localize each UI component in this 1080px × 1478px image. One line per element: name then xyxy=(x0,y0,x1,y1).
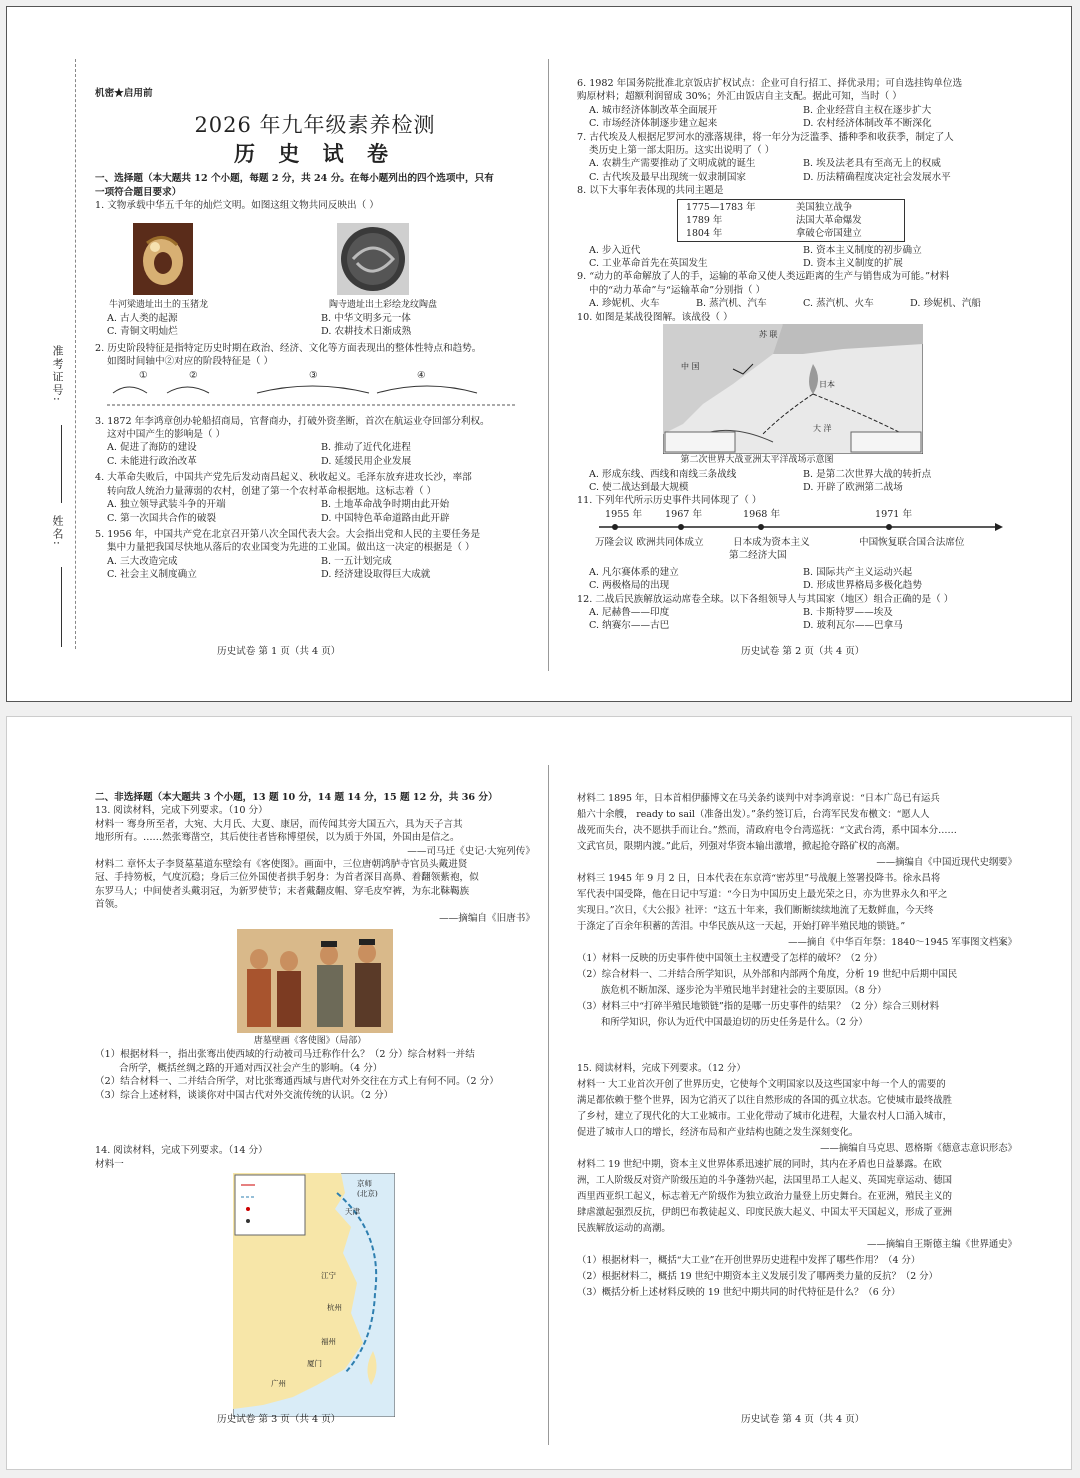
question-3: 3. 1872 年李鸿章创办轮船招商局，官督商办，打破外资垄断，首次在航运业夺回部分利权。 xyxy=(95,415,490,427)
q10-option-c: C. 使二战达到最大规模 xyxy=(589,481,689,493)
map-label-tianjin: 天津 xyxy=(345,1206,360,1216)
q13-requirement-1: （1）根据材料一，指出张骞出使西域的行动被司马迁称作什么？（2 分）综合材料一并结 xyxy=(95,1049,475,1061)
q6-options-row-2 xyxy=(577,117,1017,130)
q6-option-b: B. 企业经营自主权在逐步扩大 xyxy=(803,104,932,116)
q7-options-row-1 xyxy=(577,157,1017,170)
page-divider xyxy=(548,59,549,671)
question-8: 8. 以下大事年表体现的共同主题是 xyxy=(577,185,724,197)
q5-option-a: A. 三大改造完成 xyxy=(107,555,178,567)
q8-table-row xyxy=(686,214,896,227)
question-3-cont: 这对中国产生的影响是（ ） xyxy=(107,429,226,441)
q11-year: 1967 年 xyxy=(665,508,703,520)
question-2-cont: 如图时间轴中②对应的阶段特征是（ ） xyxy=(107,356,274,368)
q11-timeline xyxy=(577,508,1017,566)
section-2-heading: 二、非选择题（本大题共 3 个小题，13 题 10 分，14 题 14 分，15 题 12 分，共 36 分） xyxy=(95,792,498,803)
q15-material-2-source: ——摘编自王斯德主编《世界通史》 xyxy=(866,1239,1017,1250)
question-5: 5. 1956 年，中国共产党在北京召开第八次全国代表大会。大会指出党和人民的主要任务是 xyxy=(95,528,481,540)
q11-option-b: B. 国际共产主义运动兴起 xyxy=(803,566,913,578)
q14-requirement-2: （2）综合材料一、二并结合所学知识，从外部和内部两个角度，分析 19 世纪中后期中国民 xyxy=(577,969,958,980)
binding-line xyxy=(75,59,76,649)
q12-options-row-2 xyxy=(577,619,1017,632)
q11-year: 1955 年 xyxy=(605,508,643,520)
pottery-plate-image xyxy=(337,223,409,295)
q9-option-c: C. 蒸汽机、火车 xyxy=(803,298,874,310)
q8-options-row-1 xyxy=(577,244,1017,257)
question-13: 13. 阅读材料，完成下列要求。（10 分） xyxy=(95,805,268,817)
pacific-war-map xyxy=(663,324,923,454)
map-label-soviet: 苏 联 xyxy=(759,330,778,340)
q13-material-2-cont: 首领。 xyxy=(95,899,124,911)
q15-material-2: 材料二 19 世纪中期，资本主义世界体系迅速扩展的同时，其内在矛盾也日益暴露。在欧 xyxy=(577,1159,942,1170)
q12-options-row-1 xyxy=(577,606,1017,619)
q8-year: 1789 年 xyxy=(686,214,723,226)
q6-option-d: D. 农村经济体制改革不断深化 xyxy=(803,118,932,130)
q15-material-1: 材料一 大工业首次开创了世界历史，它使每个文明国家以及这些国家中每一个人的需要的 xyxy=(577,1079,946,1090)
q8-chronology-table-wrap xyxy=(577,199,1017,242)
q14-material-3-cont: 于涤定了百余年积蓄的苦泪。中华民族从这一天起，开始打碎半殖民地的锁链。” xyxy=(577,921,906,932)
q14-material-3-source: ——摘自《中华百年祭：1840～1945 军事图文档案》 xyxy=(788,937,1017,948)
timeline-mark-4: ④ xyxy=(417,369,426,381)
map-label-jiangning: 江宁 xyxy=(321,1270,336,1280)
q13-material-1-source: ——司马迁《史记·大宛列传》 xyxy=(407,845,535,857)
treaty-ports-map xyxy=(95,1173,535,1419)
q3-options-row-1 xyxy=(95,441,535,454)
q9-option-a: A. 珍妮机、火车 xyxy=(589,298,660,310)
q10-option-a: A. 形成东线、西线和南线三条战线 xyxy=(589,468,737,480)
q5-options-row-2 xyxy=(95,568,535,581)
map-label-xiamen: 厦门 xyxy=(307,1358,322,1368)
jade-dragon-image xyxy=(133,223,193,295)
q1-option-a: A. 古人类的起源 xyxy=(107,313,178,325)
q14-requirement-3-cont: 和所学知识，你认为近代中国最迫切的历史任务是什么。（2 分） xyxy=(601,1017,868,1028)
q7-option-c: C. 古代埃及最早出现统一奴隶制国家 xyxy=(589,171,747,183)
q15-requirement-1: （1）根据材料一，概括“大工业”在开创世界历史进程中发挥了哪些作用？（4 分） xyxy=(577,1255,921,1266)
q15-material-2-cont: 洲，工人阶级反对资产阶级压迫的斗争蓬勃兴起，法国里昂工人起义、英国宪章运动、德国 xyxy=(577,1175,953,1186)
q9-option-b: B. 蒸汽机、汽车 xyxy=(696,298,767,310)
exam-sheet-page-1-2 xyxy=(6,6,1072,702)
footer-page-3: 历史试卷 第 3 页（共 4 页） xyxy=(217,1414,341,1425)
page-2-column xyxy=(577,77,1017,633)
q4-option-b: B. 土地革命战争时期由此开始 xyxy=(321,499,450,511)
q15-material-1-cont: 了乡村，建立了现代化的大工业城市。工业化带动了城市化进程，大量农村人口涌入城市， xyxy=(577,1111,953,1122)
jade-pig-dragon-figure xyxy=(95,217,315,299)
q8-option-b: B. 资本主义制度的初步确立 xyxy=(803,244,922,256)
q8-table-row xyxy=(686,201,896,214)
q14-material-3-cont: 军代表中国受降，他在日记中写道：“今日为中国历史上最光荣之日，亦为世界永久和平之 xyxy=(577,889,948,900)
question-1-captions xyxy=(95,299,535,312)
q10-option-b: B. 是第二次世界大战的转折点 xyxy=(803,468,932,480)
map-label-japan: 日本 xyxy=(819,380,835,390)
question-4-cont: 转向敌人统治力量薄弱的农村，创建了第一个农村革命根据地。这标志着（ ） xyxy=(107,485,437,497)
q14-material-2: 材料二 1895 年，日本首相伊藤博文在马关条约谈判中对李鸿章说：“日本广岛已有运兵 xyxy=(577,793,940,804)
question-10: 10. 如图是某战役图解。该战役（ ） xyxy=(577,311,733,323)
q14-material-2-cont: 船六十余艘， ready to sail（准备出发）。”条约签订后，台湾军民发布檄文：“愿人人 xyxy=(577,809,930,820)
q9-option-d: D. 珍妮机、汽船 xyxy=(910,298,982,310)
question-6: 6. 1982 年国务院批准北京饭店扩权试点：企业可自行招工、择优录用；可自选挂钩单位选 xyxy=(577,78,963,89)
q8-year: 1775—1783 年 xyxy=(686,201,756,213)
q5-option-d: D. 经济建设取得巨大成就 xyxy=(321,569,431,581)
question-1: 1. 文物承载中华五千年的灿烂文明。如图这组文物共同反映出（ ） xyxy=(95,200,379,212)
q11-option-a: A. 凡尔赛体系的建立 xyxy=(589,566,679,578)
q10-options-row-2 xyxy=(577,481,1017,494)
q14-material-3-cont: 实现日。”次日，《大公报》社评：“这五十年来，我们断断续续地流了无数鲜血，今天终 xyxy=(577,905,934,916)
treaty-ports-map-image xyxy=(233,1173,395,1417)
footer-page-4: 历史试卷 第 4 页（共 4 页） xyxy=(741,1414,865,1425)
q6-option-c: C. 市场经济体制逐步建立起来 xyxy=(589,118,718,130)
q13-material-1: 材料一 骞身所至者，大宛、大月氏、大夏、康居，而传闻其旁大国五六，具为天子言其 xyxy=(95,818,463,830)
q14-material-3: 材料三 1945 年 9 月 2 日，日本代表在东京湾“密苏里”号战舰上签署投降书。徐永昌将 xyxy=(577,873,941,884)
section-1-heading: 一、选择题（本大题共 12 个小题，每题 2 分，共 24 分。在每小题列出的四个选项中，只有 xyxy=(95,173,494,185)
q11-option-c: C. 两极格局的出现 xyxy=(589,580,670,592)
q9-options-row xyxy=(577,297,1017,310)
q15-material-1-cont: 满足都依赖于整个世界，因为它消灭了以往自然形成的各国的孤立状态。它使城市最终战胜 xyxy=(577,1095,953,1106)
q1-option-c: C. 青铜文明灿烂 xyxy=(107,326,178,338)
page-4-column xyxy=(577,791,1017,1301)
envoy-mural-caption: 唐墓壁画《客使图》（局部） xyxy=(253,1036,367,1047)
q8-year: 1804 年 xyxy=(686,227,723,239)
map-label-fuzhou: 福州 xyxy=(321,1336,336,1346)
q8-chronology-table xyxy=(677,199,905,242)
question-4: 4. 大革命失败后，中国共产党先后发动南昌起义、秋收起义。毛泽东放弃进攻长沙，率部 xyxy=(95,472,472,484)
map-label-hangzhou: 杭州 xyxy=(327,1302,342,1312)
map-label-beijing: 京师 xyxy=(357,1178,372,1188)
envoy-mural-image xyxy=(237,929,393,1033)
q12-option-d: D. 玻利瓦尔——巴拿马 xyxy=(803,620,903,632)
q11-event: 日本成为资本主义 xyxy=(733,536,810,548)
confidential-label: 机密★启用前 xyxy=(95,88,153,99)
q8-event: 美国独立战争 xyxy=(796,201,853,213)
map-label-ocean: 大 洋 xyxy=(813,424,832,434)
painted-pottery-plate-figure xyxy=(315,217,535,299)
q15-material-2-cont: 肆虐激起强烈反抗，伊朗巴布教徒起义、印度民族大起义、中国太平天国起义，形成了亚洲 xyxy=(577,1207,953,1218)
q5-options-row-1 xyxy=(95,555,535,568)
candidate-number-line xyxy=(61,425,62,503)
exam-subtitle: 历 史 试 卷 xyxy=(234,141,396,167)
q14-material-1-label: 材料一 xyxy=(95,1158,124,1170)
q8-table-row xyxy=(686,227,896,240)
q7-option-a: A. 农耕生产需要推动了文明成就的诞生 xyxy=(589,158,756,170)
q8-event: 拿破仑帝国建立 xyxy=(796,227,862,239)
q6-options-row-1 xyxy=(577,104,1017,117)
question-5-cont: 集中力量把我国尽快地从落后的农业国变为先进的工业国。做出这一决定的根据是（ ） xyxy=(107,542,475,554)
q11-option-d: D. 形成世界格局多极化趋势 xyxy=(803,580,922,592)
page-divider xyxy=(548,765,549,1445)
question-2: 2. 历史阶段特征是指特定历史时期在政治、经济、文化等方面表现出的整体性特点和趋势。 xyxy=(95,342,482,354)
q14-requirement-3: （3）材料三中“打碎半殖民地锁链”指的是哪一历史事件的结果？（2 分）综合三则材料 xyxy=(577,1001,939,1012)
question-12: 12. 二战后民族解放运动席卷全球。以下各组领导人与其国家（地区）组合正确的是（ ） xyxy=(577,593,954,605)
q10-options-row-1 xyxy=(577,468,1017,481)
q1-option-b: B. 中华文明多元一体 xyxy=(321,313,411,325)
q13-requirement-2: （2）结合材料一、二并结合所学，对比张骞通西域与唐代对外交往在方式上有何不同。（2 分） xyxy=(95,1076,499,1088)
footer-page-2: 历史试卷 第 2 页（共 4 页） xyxy=(741,646,865,657)
q4-options-row-2 xyxy=(95,512,535,525)
timeline-figure xyxy=(95,369,535,415)
question-14: 14. 阅读材料，完成下列要求。（14 分） xyxy=(95,1145,268,1157)
question-1-images xyxy=(95,217,535,299)
timeline-mark-3: ③ xyxy=(309,369,318,381)
q13-material-2-cont: 冠、手持笏板，气度沉稳；身后三位外国使者拱手躬身：为首者深目高鼻、着翻领紫袍，似 xyxy=(95,872,479,884)
q14-material-2-cont: 文武官员，限期内渡。”此后，列强对华资本输出激增，掀起抢夺路矿权的高潮。 xyxy=(577,841,906,852)
q8-options-row-2 xyxy=(577,257,1017,270)
q3-options-row-2 xyxy=(95,455,535,468)
section-1-heading-cont: 一项符合题目要求） xyxy=(95,186,182,198)
q14-requirement-2-cont: 族危机不断加深、逐步沦为半殖民地半封建社会的主要原因。（8 分） xyxy=(601,985,887,996)
timeline-mark-1: ① xyxy=(139,369,148,381)
timeline-mark-2: ② xyxy=(189,369,198,381)
q1-options-row-2 xyxy=(95,325,535,338)
q4-option-a: A. 独立领导武装斗争的开端 xyxy=(107,499,226,511)
q10-option-d: D. 开辟了欧洲第二战场 xyxy=(803,481,903,493)
q8-option-a: A. 步入近代 xyxy=(589,244,641,256)
q11-options-row-1 xyxy=(577,566,1017,579)
q15-material-2-cont: 民族解放运动的高潮。 xyxy=(577,1223,671,1234)
name-label: 姓名: xyxy=(51,515,64,547)
q13-requirement-1-cont: 合所学，概括丝绸之路的开通对西汉社会产生的影响。（4 分） xyxy=(119,1062,383,1074)
q12-option-c: C. 纳赛尔——古巴 xyxy=(589,620,670,632)
q14-requirement-1: （1）材料一反映的历史事件使中国领土主权遭受了怎样的破坏？（2 分） xyxy=(577,953,883,964)
q8-option-c: C. 工业革命首先在英国发生 xyxy=(589,258,708,270)
q8-option-d: D. 资本主义制度的扩展 xyxy=(803,258,903,270)
q7-options-row-2 xyxy=(577,171,1017,184)
exam-title: 2026 年九年级素养检测 xyxy=(194,113,436,138)
q11-timeline-axis xyxy=(599,520,1009,534)
q8-event: 法国大革命爆发 xyxy=(796,214,862,226)
q3-option-a: A. 促进了海防的建设 xyxy=(107,442,197,454)
envoy-mural-figure xyxy=(95,929,535,1035)
question-7-cont: 类历史上第一部太阳历。这实出说明了（ ） xyxy=(589,145,775,157)
caption-pottery: 陶寺遗址出土彩绘龙纹陶盘 xyxy=(329,299,438,310)
q15-requirement-2: （2）根据材料二，概括 19 世纪中期资本主义发展引发了哪两类力量的反抗？（2 分） xyxy=(577,1271,938,1282)
q7-option-b: B. 埃及法老具有至高无上的权威 xyxy=(803,158,941,170)
q13-requirement-3: （3）综合上述材料，谈谈你对中国古代对外交流传统的认识。（2 分） xyxy=(95,1089,394,1101)
q11-year: 1968 年 xyxy=(743,508,781,520)
q13-material-2-source: ——摘编自《旧唐书》 xyxy=(439,912,535,924)
footer-page-1: 历史试卷 第 1 页（共 4 页） xyxy=(217,646,341,657)
map-label-beijing-alt: (北京) xyxy=(357,1188,378,1198)
q11-event-cont: 第二经济大国 xyxy=(729,549,787,561)
question-7: 7. 古代埃及人根据尼罗河水的涨落规律，将一年分为泛滥季、播种季和收获季，制定了人 xyxy=(577,131,954,143)
question-6-cont: 购原材料；超额利润留成 30%；外汇由饭店自主支配。据此可知，当时（ ） xyxy=(577,91,902,103)
q6-option-a: A. 城市经济体制改革全面展开 xyxy=(589,104,718,116)
q15-material-1-source: ——摘编自马克思、恩格斯《德意志意识形态》 xyxy=(820,1143,1017,1154)
q7-option-d: D. 历法精确程度决定社会发展水平 xyxy=(803,171,951,183)
question-15: 15. 阅读材料，完成下列要求。（12 分） xyxy=(577,1063,746,1074)
map-label-china: 中 国 xyxy=(681,362,700,372)
page-1-column xyxy=(95,87,535,582)
q3-option-d: D. 延缓民用企业发展 xyxy=(321,455,412,467)
question-11: 11. 下列年代所示历史事件共同体现了（ ） xyxy=(577,495,762,507)
q12-option-b: B. 卡斯特罗——埃及 xyxy=(803,606,893,618)
q10-map-caption: 第二次世界大战亚洲太平洋战场示意图 xyxy=(680,455,834,466)
q4-options-row-1 xyxy=(95,498,535,511)
q4-option-d: D. 中国特色革命道路由此开辟 xyxy=(321,512,450,524)
q1-option-d: D. 农耕技术日渐成熟 xyxy=(321,326,412,338)
q15-material-2-cont: 西里西亚织工起义，标志着无产阶级作为独立政治力量登上历史舞台。在亚洲，殖民主义的 xyxy=(577,1191,953,1202)
q14-material-2-cont: 战死而失台，决不愿拱手而让台。”然而，清政府电令台湾巡抚：“文武台湾，系中国本分…… xyxy=(577,825,957,836)
caption-jade: 牛河梁遗址出土的玉猪龙 xyxy=(109,299,209,310)
q13-material-1-cont: 地形所有。……然张骞凿空，其后使往者皆称博望侯，以为质于外国，外国由是信之。 xyxy=(95,832,460,844)
candidate-number-label: 准考证号: xyxy=(51,345,64,403)
q11-options-row-2 xyxy=(577,579,1017,592)
map-label-guangzhou: 广州 xyxy=(271,1378,286,1388)
question-9-cont: 中的“动力革命”与“运输革命”分别指（ ） xyxy=(589,284,766,296)
q5-option-c: C. 社会主义制度确立 xyxy=(107,569,197,581)
page-3-column xyxy=(95,791,535,1419)
q11-event: 万隆会议 欧洲共同体成立 xyxy=(595,536,704,548)
question-9: 9. “动力的革命解放了人的手，运输的革命又使人类远距离的生产与销售成为可能。”材料 xyxy=(577,271,950,283)
q12-option-a: A. 尼赫鲁——印度 xyxy=(589,606,670,618)
q11-event: 中国恢复联合国合法席位 xyxy=(859,536,965,548)
q5-option-b: B. 一五计划完成 xyxy=(321,555,392,567)
pacific-war-map-image xyxy=(663,324,923,454)
exam-sheet-page-3-4 xyxy=(6,716,1072,1470)
q14-material-2-source: ——摘编自《中国近现代史纲要》 xyxy=(876,857,1017,868)
q1-options-row-1 xyxy=(95,312,535,325)
name-line xyxy=(61,567,62,647)
q15-requirement-3: （3）概括分析上述材料反映的 19 世纪中期共同的时代特征是什么？（6 分） xyxy=(577,1287,901,1298)
q3-option-c: C. 未能进行政治改革 xyxy=(107,455,197,467)
q13-material-2: 材料二 章怀太子李贤墓墓道东壁绘有《客使图》。画面中，三位唐朝鸿胪寺官员头戴进贤 xyxy=(95,859,468,871)
q15-material-1-cont: 促进了城市人口的增长，经济布局和产业结构也随之发生深刻变化。 xyxy=(577,1127,859,1138)
q13-material-2-cont: 东罗马人；中间使者头戴羽冠，为新罗使节；末者戴翻皮帽、穿毛皮窄裤，为东北靺鞨族 xyxy=(95,885,470,897)
q4-option-c: C. 第一次国共合作的破裂 xyxy=(107,512,217,524)
q11-year: 1971 年 xyxy=(875,508,913,520)
q3-option-b: B. 推动了近代化进程 xyxy=(321,442,411,454)
